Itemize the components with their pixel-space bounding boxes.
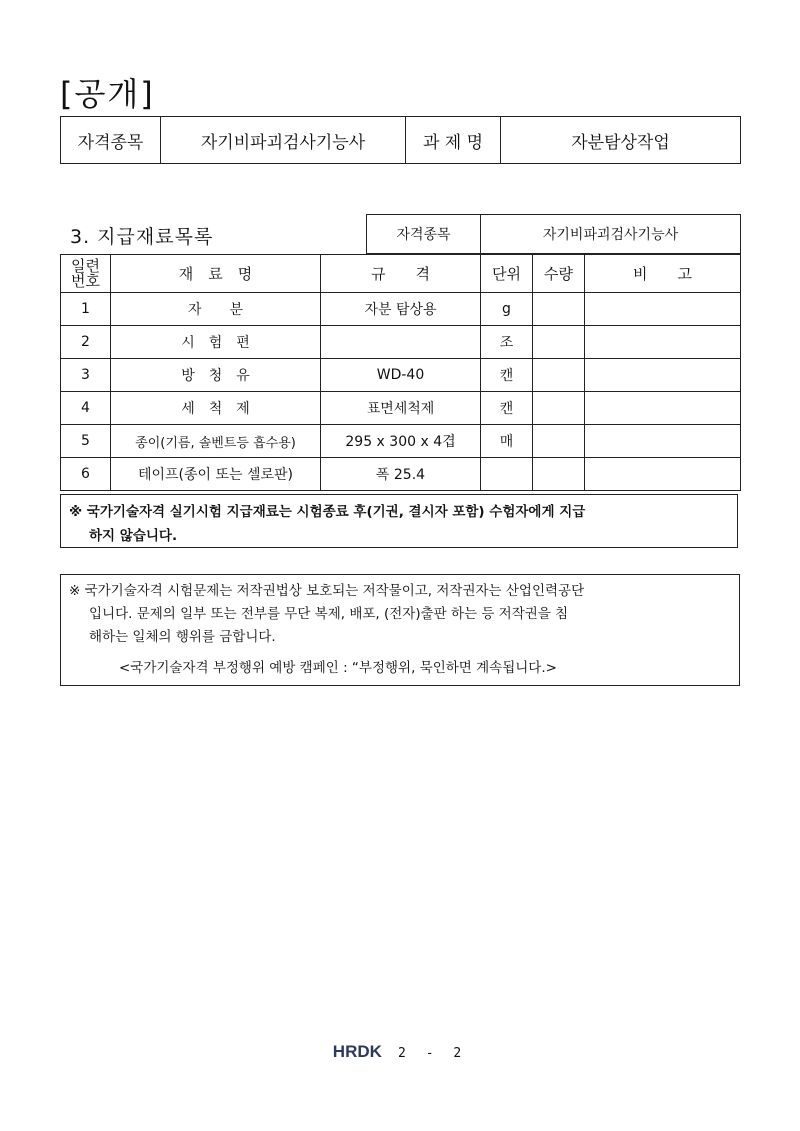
header-task-label: 과 제 명 <box>406 117 501 164</box>
notice-line: ※ 국가기술자격 실기시험 지급재료는 시험종료 후(기권, 결시자 포함) 수험자에게 지급 <box>69 504 586 520</box>
material-note <box>585 392 741 425</box>
material-unit: g <box>481 293 533 326</box>
material-unit: 조 <box>481 326 533 359</box>
row-number: 1 <box>61 293 111 326</box>
row-number: 2 <box>61 326 111 359</box>
page-title: [공개] <box>60 75 155 113</box>
material-qty <box>533 458 585 491</box>
table-row <box>61 359 741 392</box>
copyright-box <box>60 574 740 686</box>
material-unit: 캔 <box>481 359 533 392</box>
copyright-line: ※ 국가기술자격 시험문제는 저작권법상 보호되는 저작물이고, 저작권자는 산업인력공단 <box>69 583 585 599</box>
material-note <box>585 458 741 491</box>
material-name: 자 분 <box>111 293 321 326</box>
campaign-text: <국가기술자격 부정행위 예방 캠페인 : “부정행위, 묵인하면 계속됩니다.> <box>119 660 557 676</box>
material-name: 방 청 유 <box>111 359 321 392</box>
notice-line: 하지 않습니다. <box>89 528 178 544</box>
material-note <box>585 359 741 392</box>
table-row <box>61 458 741 491</box>
copyright-line: 입니다. 문제의 일부 또는 전부를 무단 복제, 배포, (전자)출판 하는 등 저작권을 침 <box>89 606 569 622</box>
material-spec: 표면세척제 <box>321 392 481 425</box>
material-qty <box>533 359 585 392</box>
table-row <box>61 392 741 425</box>
material-name: 테이프(종이 또는 셀로판) <box>111 458 321 491</box>
material-qty <box>533 326 585 359</box>
copyright-line: 해하는 일체의 행위를 금합니다. <box>89 629 276 645</box>
material-qty <box>533 293 585 326</box>
row-number: 5 <box>61 425 111 458</box>
header-task-value: 자분탐상작업 <box>501 117 741 164</box>
row-number: 4 <box>61 392 111 425</box>
table-row <box>61 326 741 359</box>
table-row <box>61 425 741 458</box>
row-number: 6 <box>61 458 111 491</box>
footer <box>0 1042 800 1062</box>
section-type-label: 자격종목 <box>367 215 481 254</box>
material-note <box>585 293 741 326</box>
material-spec: 폭 25.4 <box>321 458 481 491</box>
header-type-value: 자기비파괴검사기능사 <box>161 117 406 164</box>
page-number: 2 - 2 <box>398 1046 468 1061</box>
column-header: 재 료 명 <box>111 255 321 293</box>
row-number: 3 <box>61 359 111 392</box>
material-unit: 캔 <box>481 392 533 425</box>
material-unit: 매 <box>481 425 533 458</box>
material-spec: 295 x 300 x 4겹 <box>321 425 481 458</box>
material-qty <box>533 392 585 425</box>
material-name: 종이(기름, 솔벤트등 흡수용) <box>111 425 321 458</box>
material-name: 시 험 편 <box>111 326 321 359</box>
column-header: 일련 번호 <box>61 255 111 293</box>
notice-box <box>60 494 738 548</box>
column-header: 수량 <box>533 255 585 293</box>
section-heading: 3. 지급재료목록 <box>70 226 214 248</box>
material-spec: 자분 탐상용 <box>321 293 481 326</box>
material-spec <box>321 326 481 359</box>
material-note <box>585 425 741 458</box>
section-type-table <box>366 214 741 254</box>
material-qty <box>533 425 585 458</box>
materials-table <box>60 254 741 491</box>
material-name: 세 척 제 <box>111 392 321 425</box>
materials-header-row <box>61 255 741 293</box>
material-spec: WD-40 <box>321 359 481 392</box>
material-note <box>585 326 741 359</box>
table-row <box>61 293 741 326</box>
material-unit <box>481 458 533 491</box>
header-table <box>60 116 741 164</box>
header-type-label: 자격종목 <box>61 117 161 164</box>
column-header: 비 고 <box>585 255 741 293</box>
section-type-value: 자기비파괴검사기능사 <box>481 215 741 254</box>
column-header: 단위 <box>481 255 533 293</box>
column-header: 규 격 <box>321 255 481 293</box>
hrdk-logo: HRDK <box>332 1042 382 1061</box>
